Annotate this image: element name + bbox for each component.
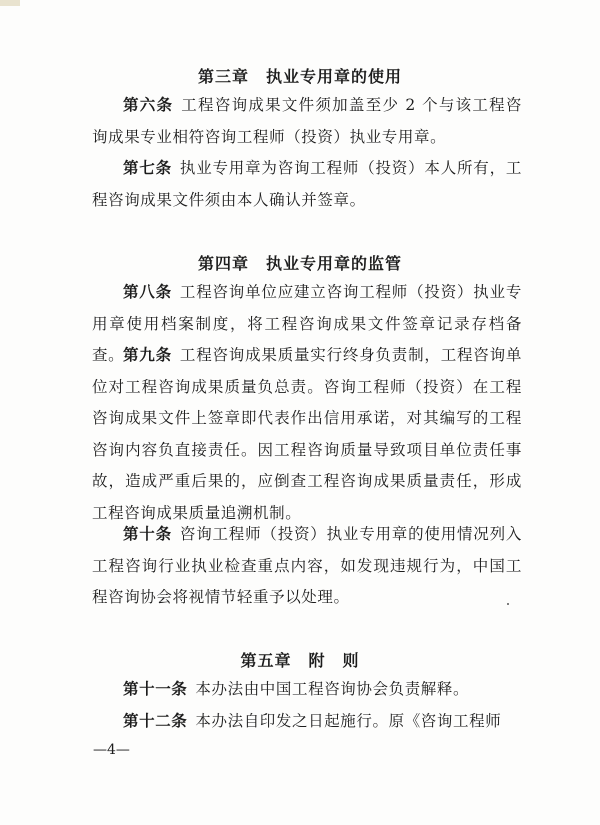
article-9	[92, 340, 522, 529]
article-11-number: 第十一条	[123, 680, 188, 698]
article-9-number: 第九条	[123, 346, 172, 364]
scan-corner-mark	[0, 0, 20, 6]
article-7-text: 执业专用章为咨询工程师（投资）本人所有，工程咨询成果文件须由本人确认并签章。	[92, 159, 522, 209]
scan-speck	[507, 603, 509, 605]
article-6-text: 工程咨询成果文件须加盖至少 2 个与该工程咨询成果专业相符咨询工程师（投资）执业专用章。	[92, 96, 522, 146]
page-number: —4—	[93, 742, 130, 758]
chapter-4-title: 第四章 执业专用章的监管	[197, 254, 402, 273]
article-7-number: 第七条	[123, 159, 172, 177]
article-12-number: 第十二条	[123, 712, 188, 730]
article-9-text: 工程咨询成果质量实行终身负责制，工程咨询单位对工程咨询成果质量负总责。咨询工程师（投资）在工程咨询成果文件上签章即代表作出信用承诺，对其编写的工程咨询内容负直接责任。因工程咨询质量导致项目单位责任事故，造成严重后果的，应倒查工程咨询成果质量责任，形成工程咨询成果质量追溯机制。	[92, 346, 522, 522]
article-10-text: 咨询工程师（投资）执业专用章的使用情况列入工程咨询行业执业检查重点内容，如发现违规行为，中国工程咨询协会将视情节轻重予以处理。	[92, 525, 522, 606]
article-10-number: 第十条	[123, 525, 172, 543]
article-10	[92, 519, 522, 614]
chapter-3-title: 第三章 执业专用章的使用	[197, 67, 402, 86]
article-7	[92, 153, 522, 216]
article-6	[92, 90, 522, 153]
article-8-number: 第八条	[123, 283, 172, 301]
article-11-text: 本办法由中国工程咨询协会负责解释。	[195, 680, 470, 698]
article-6-number: 第六条	[123, 96, 174, 114]
article-12	[92, 706, 522, 738]
article-11	[92, 674, 522, 706]
chapter-5-title: 第五章 附 则	[240, 651, 360, 670]
article-8-text: 工程咨询单位应建立咨询工程师（投资）执业专用章使用档案制度，将工程咨询成果文件签章记录存档备查。	[92, 283, 522, 364]
article-12-text: 本办法自印发之日起施行。原《咨询工程师	[195, 712, 502, 730]
